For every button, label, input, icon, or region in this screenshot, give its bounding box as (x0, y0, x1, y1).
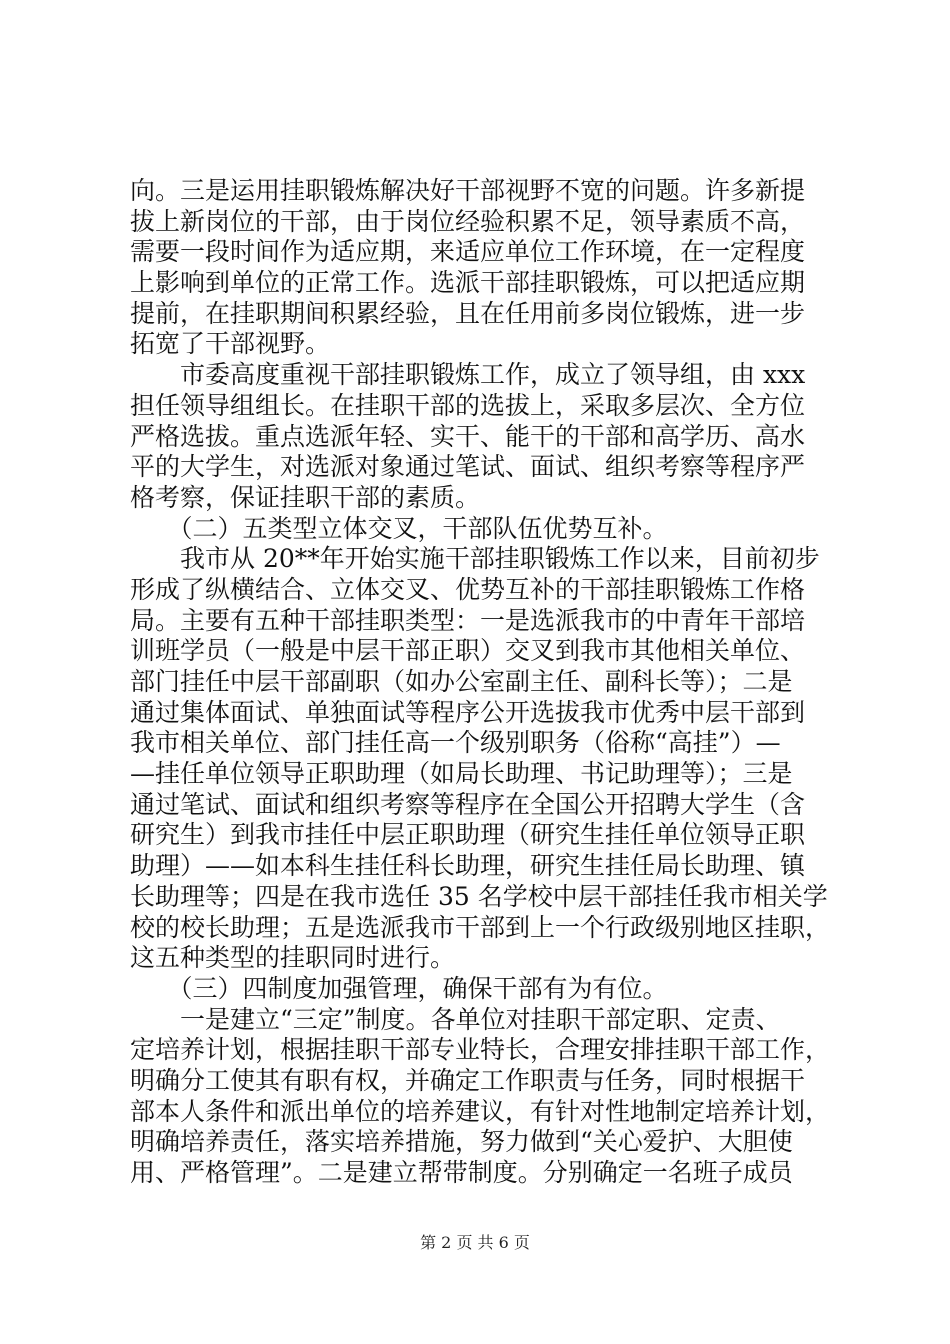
section-heading: （三）四制度加强管理，确保干部有为有位。 (130, 973, 668, 1003)
text-line: —挂任单位领导正职助理（如局长助理、书记助理等）；三是 (130, 759, 793, 789)
text-line: 担任领导组组长。在挂职干部的选拔上，采取多层次、全方位 (130, 390, 806, 420)
text-line: 我市相关单位、部门挂任高一个级别职务（俗称“高挂”）— (130, 728, 781, 758)
text-line: 明确分工使其有职有权，并确定工作职责与任务，同时根据干 (130, 1065, 806, 1095)
page-number-footer: 第 2 页 共 6 页 (420, 1233, 530, 1252)
text-line: 部本人条件和派出单位的培养建议，有针对性地制定培养计划， (130, 1096, 831, 1126)
text-line: 用、严格管理”。二是建立帮带制度。分别确定一名班子成员 (130, 1158, 793, 1187)
text-line: 明确培养责任，落实培养措施，努力做到“关心爱护、大胆使 (130, 1127, 793, 1157)
section-heading: （二）五类型立体交叉，干部队伍优势互补。 (130, 513, 668, 543)
text-line: 提前，在挂职期间积累经验，且在任用前多岗位锻炼，进一步 (130, 298, 806, 328)
text-line: 严格选拔。重点选派年轻、实干、能干的干部和高学历、高水 (130, 421, 806, 451)
text-line: 局。主要有五种干部挂职类型：一是选派我市的中青年干部培 (130, 605, 806, 635)
text-line: 训班学员（一般是中层干部正职）交叉到我市其他相关单位、 (130, 636, 806, 666)
text-line: 平的大学生，对选派对象通过笔试、面试、组织考察等程序严 (130, 452, 806, 482)
text-line: 助理）——如本科生挂任科长助理，研究生挂任局长助理、镇 (130, 851, 806, 881)
text-line: 通过集体面试、单独面试等程序公开选拔我市优秀中层干部到 (130, 697, 806, 727)
text-line: 上影响到单位的正常工作。选派干部挂职锻炼，可以把适应期 (130, 268, 806, 298)
text-line: 部门挂任中层干部副职（如办公室副主任、副科长等）；二是 (130, 667, 793, 696)
text-line: 一是建立“三定”制度。各单位对挂职干部定职、定责、 (130, 1004, 781, 1034)
text-line: 长助理等；四是在我市选任 35 名学校中层干部挂任我市相关学 (130, 881, 828, 911)
text-line: 市委高度重视干部挂职锻炼工作，成立了领导组，由 xxx (130, 360, 806, 390)
text-line: 我市从 20**年开始实施干部挂职锻炼工作以来，目前初步 (130, 544, 820, 574)
text-line: 校的校长助理；五是选派我市干部到上一个行政级别地区挂职， (130, 912, 831, 942)
document-body (130, 176, 834, 1189)
text-line: 通过笔试、面试和组织考察等程序在全国公开招聘大学生（含 (130, 789, 806, 819)
text-line: 研究生）到我市挂任中层正职助理（研究生挂任单位领导正职 (130, 820, 806, 850)
text-line: 格考察，保证挂职干部的素质。 (130, 482, 481, 512)
text-line: 这五种类型的挂职同时进行。 (130, 943, 456, 973)
text-line: 拓宽了干部视野。 (130, 329, 331, 359)
text-line: 形成了纵横结合、立体交叉、优势互补的干部挂职锻炼工作格 (130, 574, 806, 604)
text-line: 拔上新岗位的干部，由于岗位经验积累不足，领导素质不高， (130, 206, 806, 236)
text-line: 向。三是运用挂职锻炼解决好干部视野不宽的问题。许多新提 (130, 176, 806, 205)
text-line: 定培养计划，根据挂职干部专业特长，合理安排挂职干部工作， (130, 1035, 831, 1065)
text-line: 需要一段时间作为适应期，来适应单位工作环境，在一定程度 (130, 237, 806, 267)
